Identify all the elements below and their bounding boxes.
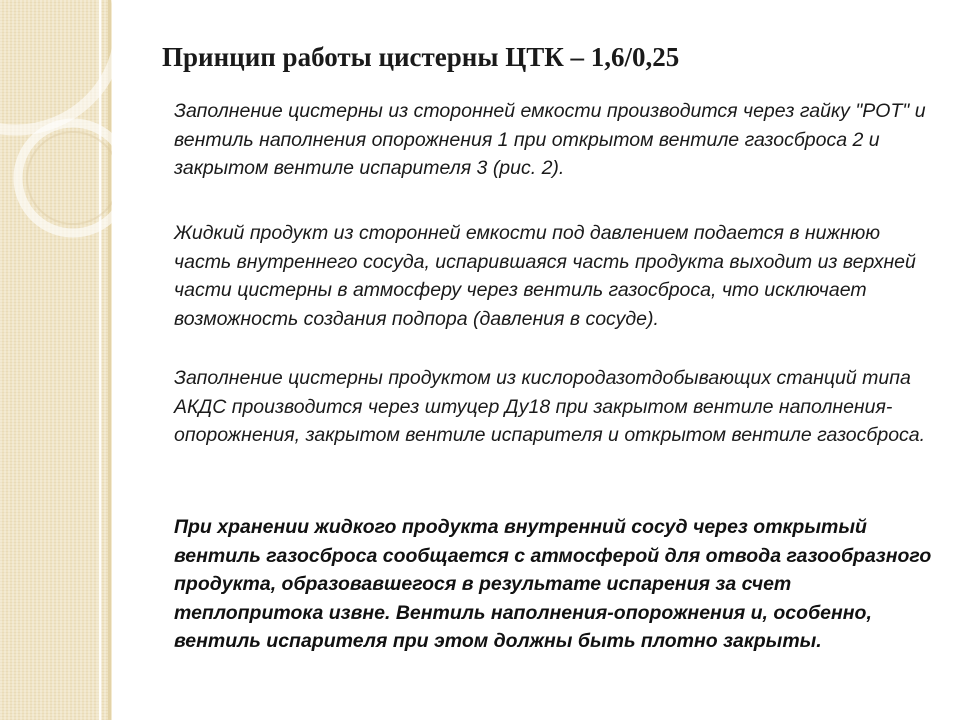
paragraph-liquid-product-supply: Жидкий продукт из сторонней емкости под давлением подается в нижнюю часть внутреннего сосуда, испарившаяся часть продукта выходит из верхней части цистерны в атмосферу через вентиль газосброса, что исключает возможность создания подпора (давления в сосуде).: [174, 222, 916, 330]
large-ring-decoration: [0, 0, 112, 130]
slide-title: Принцип работы цистерны ЦТК – 1,6/0,25: [162, 42, 680, 72]
decorative-rings: [0, 0, 112, 720]
paragraph-filling-from-akds-station: Заполнение цистерны продуктом из кислородазотдобывающих станций типа АКДС производится через штуцер Ду18 при закрытом вентиле наполнения-опорожнения, закрытом вентиле испарителя и открытом вентиле газосброса.: [174, 367, 926, 447]
paragraph-storage-conditions: При хранении жидкого продукта внутренний сосуд через открытый вентиль газосброса сообщается с атмосферой для отвода газообразного продукта, образовавшегося в результате испарения за счет теплопритока извне. Вентиль наполнения-опорожнения и, особенно, вентиль испарителя при этом должны быть плотно закрыты.: [174, 516, 932, 653]
paragraph-filling-from-external-tank: Заполнение цистерны из сторонней емкости производится через гайку "РОТ" и вентиль наполнения опорожнения 1 при открытом вентиле газосброса 2 и закрытом вентиле испарителя 3 (рис. 2).: [174, 100, 926, 180]
